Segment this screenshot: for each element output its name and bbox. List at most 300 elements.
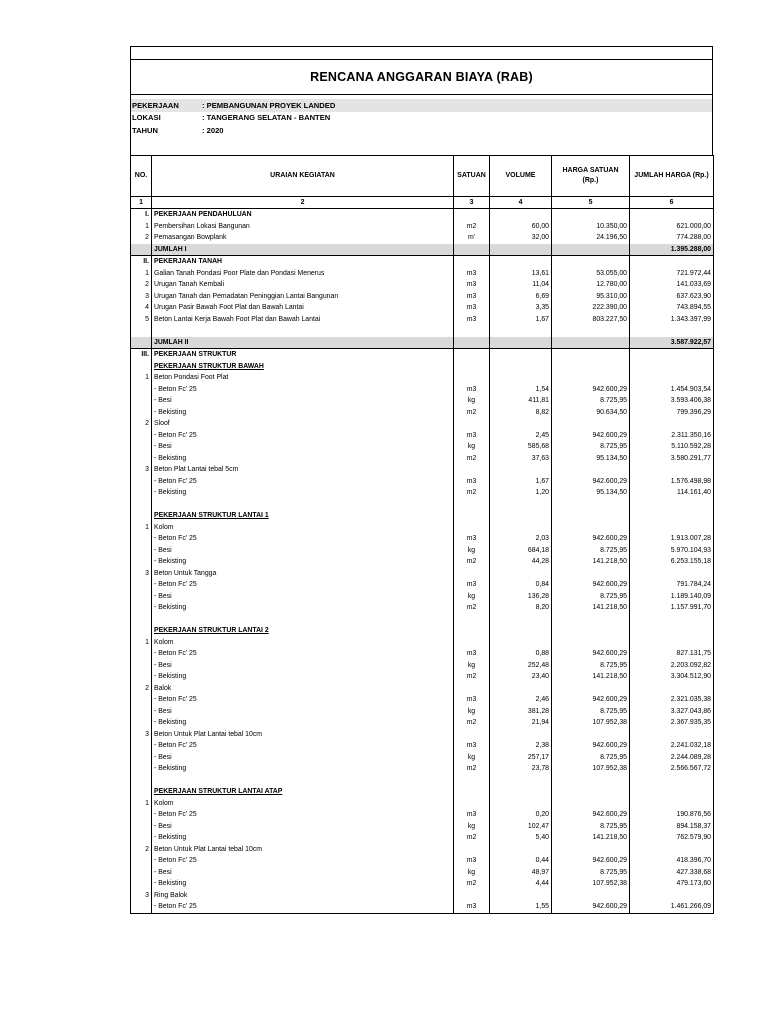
column-number: 3 (454, 197, 490, 209)
info-label: LOKASI (132, 113, 161, 123)
cell-satuan (454, 637, 490, 649)
subsection-row (131, 625, 714, 637)
cell-volume: 32,00 (490, 232, 552, 244)
cell-uraian: - Beton Fc' 25 (152, 476, 454, 488)
cell-harga-satuan (552, 775, 630, 787)
cell-uraian: Kolom (152, 798, 454, 810)
cell-satuan: m3 (454, 809, 490, 821)
cell-satuan: m3 (454, 384, 490, 396)
cell-jumlah-harga: 774.288,00 (630, 232, 714, 244)
header-jumlah-harga: JUMLAH HARGA (Rp.) (630, 156, 714, 197)
cell-jumlah-harga: 721.972,44 (630, 268, 714, 280)
column-number: 6 (630, 197, 714, 209)
section-row (131, 256, 714, 268)
table-row (131, 832, 714, 844)
cell-jumlah-harga: 3.580.291,77 (630, 453, 714, 465)
table-row (131, 464, 714, 476)
cell-no (131, 430, 152, 442)
cell-harga-satuan (552, 325, 630, 337)
table-row (131, 545, 714, 557)
cell-volume (490, 337, 552, 349)
cell-no (131, 671, 152, 683)
cell-no: 3 (131, 464, 152, 476)
cell-volume: 6,69 (490, 291, 552, 303)
table-row (131, 798, 714, 810)
cell-harga-satuan: 24.196,50 (552, 232, 630, 244)
cell-uraian: - Bekisting (152, 602, 454, 614)
cell-volume (490, 786, 552, 798)
cell-jumlah-harga (630, 625, 714, 637)
sheet-top-border (130, 46, 713, 60)
cell-volume (490, 325, 552, 337)
cell-satuan (454, 729, 490, 741)
cell-harga-satuan: 942.600,29 (552, 579, 630, 591)
cell-uraian: - Beton Fc' 25 (152, 648, 454, 660)
table-row (131, 591, 714, 603)
table-row (131, 418, 714, 430)
cell-volume: 1,54 (490, 384, 552, 396)
cell-satuan: m3 (454, 268, 490, 280)
cell-harga-satuan: 942.600,29 (552, 648, 630, 660)
table-row (131, 867, 714, 879)
cell-jumlah-harga: 1.157.991,70 (630, 602, 714, 614)
cell-no (131, 809, 152, 821)
blank-row (131, 775, 714, 787)
cell-satuan: m3 (454, 314, 490, 326)
cell-jumlah-harga: 1.461.266,09 (630, 901, 714, 913)
cell-uraian: Beton Untuk Plat Lantai tebal 10cm (152, 729, 454, 741)
cell-no (131, 244, 152, 256)
cell-volume: 411,81 (490, 395, 552, 407)
cell-uraian: Ring Balok (152, 890, 454, 902)
cell-volume: 5,40 (490, 832, 552, 844)
cell-satuan: m' (454, 232, 490, 244)
cell-satuan (454, 890, 490, 902)
cell-satuan: m3 (454, 855, 490, 867)
subsection-row (131, 361, 714, 373)
cell-volume: 2,45 (490, 430, 552, 442)
cell-volume (490, 890, 552, 902)
cell-volume: 2,03 (490, 533, 552, 545)
cell-satuan: kg (454, 752, 490, 764)
cell-uraian: Urugan Pasir Bawah Foot Plat dan Bawah Lantai (152, 302, 454, 314)
cell-volume: 8,82 (490, 407, 552, 419)
table-row (131, 522, 714, 534)
cell-harga-satuan: 141.218,50 (552, 671, 630, 683)
cell-jumlah-harga: 3.593.406,38 (630, 395, 714, 407)
cell-satuan (454, 844, 490, 856)
cell-no: 1 (131, 637, 152, 649)
cell-harga-satuan (552, 786, 630, 798)
cell-harga-satuan (552, 361, 630, 373)
cell-uraian: - Besi (152, 441, 454, 453)
cell-jumlah-harga (630, 637, 714, 649)
cell-satuan: m2 (454, 878, 490, 890)
cell-uraian: - Bekisting (152, 487, 454, 499)
cell-jumlah-harga: 2.311.350,16 (630, 430, 714, 442)
cell-no: 2 (131, 232, 152, 244)
cell-jumlah-harga (630, 209, 714, 221)
cell-no: 2 (131, 844, 152, 856)
column-number-row (131, 197, 714, 209)
cell-no: 1 (131, 268, 152, 280)
cell-satuan (454, 361, 490, 373)
info-row-tahun (131, 124, 712, 137)
cell-volume: 8,20 (490, 602, 552, 614)
cell-harga-satuan: 8.725,95 (552, 441, 630, 453)
table-row (131, 556, 714, 568)
header-uraian: URAIAN KEGIATAN (152, 156, 454, 197)
cell-harga-satuan (552, 637, 630, 649)
cell-satuan: kg (454, 660, 490, 672)
cell-no (131, 407, 152, 419)
cell-uraian: - Bekisting (152, 878, 454, 890)
cell-volume: 2,46 (490, 694, 552, 706)
cell-volume: 1,55 (490, 901, 552, 913)
cell-volume (490, 614, 552, 626)
cell-harga-satuan (552, 798, 630, 810)
cell-jumlah-harga: 1.576.498,98 (630, 476, 714, 488)
cell-jumlah-harga: 1.454.903,54 (630, 384, 714, 396)
subsection-row (131, 786, 714, 798)
cell-uraian: PEKERJAAN STRUKTUR LANTAI 1 (152, 510, 454, 522)
cell-uraian: - Beton Fc' 25 (152, 855, 454, 867)
cell-volume: 44,28 (490, 556, 552, 568)
cell-satuan (454, 499, 490, 511)
cell-uraian: - Besi (152, 395, 454, 407)
cell-harga-satuan: 222.390,00 (552, 302, 630, 314)
cell-volume (490, 637, 552, 649)
table-row (131, 579, 714, 591)
table-row (131, 844, 714, 856)
table-row (131, 890, 714, 902)
cell-volume (490, 568, 552, 580)
cell-jumlah-harga: 637.623,90 (630, 291, 714, 303)
cell-jumlah-harga: 2.244.089,28 (630, 752, 714, 764)
cell-satuan: m2 (454, 487, 490, 499)
cell-uraian: PEKERJAAN PENDAHULUAN (152, 209, 454, 221)
cell-no (131, 625, 152, 637)
info-label: TAHUN (132, 125, 159, 135)
cell-harga-satuan (552, 614, 630, 626)
table-row (131, 821, 714, 833)
cell-harga-satuan: 95.134,50 (552, 487, 630, 499)
cell-harga-satuan: 8.725,95 (552, 867, 630, 879)
cell-satuan: m2 (454, 407, 490, 419)
cell-satuan: m2 (454, 832, 490, 844)
table-row (131, 268, 714, 280)
cell-harga-satuan: 942.600,29 (552, 694, 630, 706)
cell-satuan (454, 372, 490, 384)
cell-satuan: m3 (454, 291, 490, 303)
blank-row (131, 614, 714, 626)
cell-no (131, 499, 152, 511)
cell-uraian: - Bekisting (152, 763, 454, 775)
cell-volume (490, 209, 552, 221)
cell-jumlah-harga: 894.158,37 (630, 821, 714, 833)
table-row (131, 372, 714, 384)
cell-no: 3 (131, 890, 152, 902)
cell-volume: 0,44 (490, 855, 552, 867)
cell-no: II. (131, 256, 152, 268)
cell-volume (490, 798, 552, 810)
table-row (131, 878, 714, 890)
cell-harga-satuan (552, 256, 630, 268)
cell-no (131, 614, 152, 626)
cell-satuan: m2 (454, 671, 490, 683)
cell-volume: 1,20 (490, 487, 552, 499)
cell-uraian: Beton Untuk Plat Lantai tebal 10cm (152, 844, 454, 856)
cell-volume: 48,97 (490, 867, 552, 879)
cell-no: 2 (131, 683, 152, 695)
cell-uraian (152, 325, 454, 337)
cell-jumlah-harga: 479.173,60 (630, 878, 714, 890)
cell-harga-satuan: 942.600,29 (552, 430, 630, 442)
cell-volume: 4,44 (490, 878, 552, 890)
cell-no (131, 648, 152, 660)
cell-uraian: - Beton Fc' 25 (152, 384, 454, 396)
cell-no (131, 786, 152, 798)
cell-no (131, 395, 152, 407)
cell-volume: 11,04 (490, 279, 552, 291)
cell-jumlah-harga: 2.321.035,38 (630, 694, 714, 706)
section-row (131, 209, 714, 221)
cell-jumlah-harga: 2.367.935,35 (630, 717, 714, 729)
cell-harga-satuan: 10.350,00 (552, 221, 630, 233)
cell-jumlah-harga (630, 499, 714, 511)
cell-volume: 1,67 (490, 314, 552, 326)
cell-volume (490, 522, 552, 534)
cell-satuan (454, 256, 490, 268)
cell-uraian (152, 614, 454, 626)
cell-satuan: m3 (454, 579, 490, 591)
cell-harga-satuan: 8.725,95 (552, 821, 630, 833)
header-satuan: SATUAN (454, 156, 490, 197)
table-row (131, 430, 714, 442)
cell-satuan (454, 510, 490, 522)
cell-harga-satuan: 8.725,95 (552, 395, 630, 407)
header-no: NO. (131, 156, 152, 197)
cell-jumlah-harga: 190.876,56 (630, 809, 714, 821)
table-row (131, 221, 714, 233)
cell-uraian: - Beton Fc' 25 (152, 430, 454, 442)
cell-satuan (454, 786, 490, 798)
cell-harga-satuan: 141.218,50 (552, 556, 630, 568)
table-row (131, 232, 714, 244)
cell-jumlah-harga (630, 349, 714, 361)
cell-harga-satuan: 53.055,00 (552, 268, 630, 280)
cell-satuan: m3 (454, 476, 490, 488)
cell-jumlah-harga: 621.000,00 (630, 221, 714, 233)
table-row (131, 453, 714, 465)
cell-uraian: Beton Untuk Tangga (152, 568, 454, 580)
cell-no (131, 694, 152, 706)
cell-jumlah-harga (630, 464, 714, 476)
cell-harga-satuan (552, 729, 630, 741)
cell-jumlah-harga (630, 510, 714, 522)
cell-jumlah-harga: 3.327.043,86 (630, 706, 714, 718)
cell-harga-satuan (552, 349, 630, 361)
cell-uraian: Galian Tanah Pondasi Poor Plate dan Pondasi Menerus (152, 268, 454, 280)
cell-harga-satuan (552, 683, 630, 695)
cell-volume: 684,18 (490, 545, 552, 557)
info-row-lokasi (131, 112, 712, 125)
table-row (131, 637, 714, 649)
cell-uraian: - Beton Fc' 25 (152, 740, 454, 752)
header-harga-satuan: HARGA SATUAN (Rp.) (552, 156, 630, 197)
section-row (131, 349, 714, 361)
cell-volume: 23,40 (490, 671, 552, 683)
cell-jumlah-harga: 1.395.288,00 (630, 244, 714, 256)
cell-uraian: - Besi (152, 867, 454, 879)
cell-jumlah-harga (630, 798, 714, 810)
cell-jumlah-harga: 743.894,55 (630, 302, 714, 314)
cell-uraian: Beton Plat Lantai tebal 5cm (152, 464, 454, 476)
cell-no (131, 775, 152, 787)
cell-volume: 60,00 (490, 221, 552, 233)
cell-satuan: m3 (454, 901, 490, 913)
cell-satuan (454, 568, 490, 580)
cell-no: 3 (131, 729, 152, 741)
cell-harga-satuan (552, 418, 630, 430)
cell-uraian: PEKERJAAN STRUKTUR LANTAI 2 (152, 625, 454, 637)
cell-jumlah-harga (630, 786, 714, 798)
table-row (131, 602, 714, 614)
cell-harga-satuan: 107.952,38 (552, 763, 630, 775)
cell-jumlah-harga (630, 890, 714, 902)
cell-uraian: - Besi (152, 591, 454, 603)
table-row (131, 660, 714, 672)
table-row (131, 740, 714, 752)
cell-no (131, 545, 152, 557)
cell-satuan: m2 (454, 221, 490, 233)
cell-satuan (454, 337, 490, 349)
cell-satuan: m3 (454, 740, 490, 752)
project-info (130, 95, 713, 155)
cell-jumlah-harga: 791.784,24 (630, 579, 714, 591)
table-row (131, 487, 714, 499)
cell-volume (490, 499, 552, 511)
cell-satuan: m2 (454, 763, 490, 775)
cell-uraian: - Beton Fc' 25 (152, 901, 454, 913)
cell-no (131, 821, 152, 833)
cell-volume (490, 844, 552, 856)
table-row (131, 314, 714, 326)
table-row (131, 706, 714, 718)
cell-no (131, 591, 152, 603)
cell-no: III. (131, 349, 152, 361)
cell-satuan (454, 209, 490, 221)
cell-uraian: - Bekisting (152, 407, 454, 419)
cell-harga-satuan: 942.600,29 (552, 533, 630, 545)
cell-satuan: m2 (454, 717, 490, 729)
cell-volume: 37,63 (490, 453, 552, 465)
cell-no: 2 (131, 279, 152, 291)
cell-harga-satuan (552, 522, 630, 534)
cell-no (131, 476, 152, 488)
cell-no (131, 763, 152, 775)
cell-satuan (454, 683, 490, 695)
cell-uraian: Urugan Tanah dan Pemadatan Peninggian Lantai Bangunan (152, 291, 454, 303)
cell-volume: 3,35 (490, 302, 552, 314)
cell-harga-satuan (552, 510, 630, 522)
cell-no (131, 361, 152, 373)
cell-jumlah-harga: 141.033,69 (630, 279, 714, 291)
cell-jumlah-harga (630, 775, 714, 787)
cell-satuan: m2 (454, 556, 490, 568)
cell-jumlah-harga: 114.161,40 (630, 487, 714, 499)
table-row (131, 476, 714, 488)
cell-satuan (454, 522, 490, 534)
cell-jumlah-harga (630, 372, 714, 384)
cell-satuan: m2 (454, 602, 490, 614)
cell-no (131, 660, 152, 672)
table-row (131, 683, 714, 695)
cell-uraian: - Bekisting (152, 671, 454, 683)
cell-uraian: Beton Pondasi Foot Plat (152, 372, 454, 384)
cell-satuan: m3 (454, 279, 490, 291)
cell-no (131, 453, 152, 465)
cell-no (131, 602, 152, 614)
page-title: RENCANA ANGGARAN BIAYA (RAB) (130, 60, 713, 95)
cell-volume: 381,28 (490, 706, 552, 718)
cell-volume (490, 683, 552, 695)
cell-volume (490, 349, 552, 361)
cell-volume (490, 464, 552, 476)
cell-harga-satuan: 8.725,95 (552, 660, 630, 672)
cell-satuan: kg (454, 867, 490, 879)
cell-jumlah-harga: 762.579,90 (630, 832, 714, 844)
cell-uraian: - Besi (152, 545, 454, 557)
cell-uraian: - Bekisting (152, 717, 454, 729)
cell-volume (490, 361, 552, 373)
column-number: 1 (131, 197, 152, 209)
cell-harga-satuan: 8.725,95 (552, 706, 630, 718)
cell-harga-satuan: 8.725,95 (552, 591, 630, 603)
table-row (131, 407, 714, 419)
cell-satuan: kg (454, 441, 490, 453)
cell-uraian: Pemasangan Bowplank (152, 232, 454, 244)
cell-uraian: - Beton Fc' 25 (152, 579, 454, 591)
cell-no (131, 878, 152, 890)
cell-no (131, 384, 152, 396)
rab-table (130, 155, 714, 914)
info-label: PEKERJAAN (132, 100, 179, 110)
cell-harga-satuan: 942.600,29 (552, 855, 630, 867)
cell-volume (490, 625, 552, 637)
cell-satuan (454, 464, 490, 476)
cell-volume (490, 372, 552, 384)
cell-no (131, 855, 152, 867)
cell-no: 2 (131, 418, 152, 430)
table-row (131, 855, 714, 867)
cell-volume (490, 244, 552, 256)
total-row (131, 244, 714, 256)
table-row (131, 694, 714, 706)
table-row (131, 291, 714, 303)
cell-jumlah-harga: 827.131,75 (630, 648, 714, 660)
cell-harga-satuan: 942.600,29 (552, 384, 630, 396)
cell-harga-satuan (552, 464, 630, 476)
cell-jumlah-harga (630, 256, 714, 268)
cell-volume: 0,84 (490, 579, 552, 591)
table-row (131, 717, 714, 729)
cell-uraian: Urugan Tanah Kembali (152, 279, 454, 291)
table-row (131, 279, 714, 291)
table-row (131, 568, 714, 580)
cell-harga-satuan (552, 244, 630, 256)
cell-satuan (454, 775, 490, 787)
